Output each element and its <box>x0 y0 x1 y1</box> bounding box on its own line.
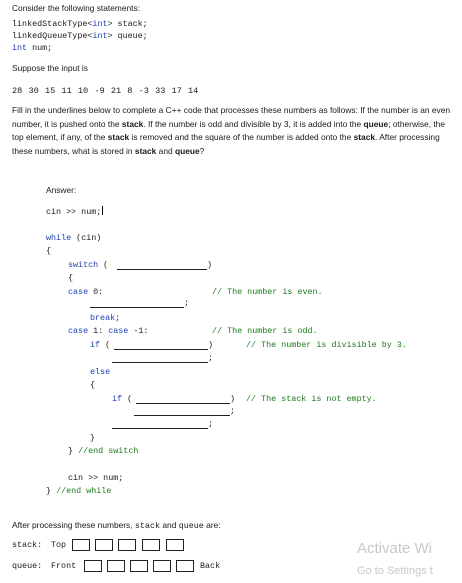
comment-div3: // The number is divisible by 3. <box>246 340 407 350</box>
para-bold: stack <box>353 132 376 143</box>
code-text: ( <box>98 260 109 270</box>
blank-pop-statement[interactable] <box>134 415 230 416</box>
code-if-not-empty <box>112 394 132 404</box>
code-keyword: case <box>108 326 129 336</box>
queue-slot-1[interactable] <box>84 560 102 572</box>
blank-not-empty-condition[interactable] <box>136 403 230 404</box>
code-text: ( <box>100 340 111 350</box>
code-text: 0: <box>88 287 104 297</box>
after-prefix: After processing these numbers, <box>12 520 135 530</box>
comment-end-while: //end while <box>56 486 112 496</box>
code-if-divisible <box>90 340 110 350</box>
comment-not-empty: // The stack is not empty. <box>246 394 377 404</box>
code-paren-close: ) <box>208 340 214 350</box>
code-text: 1: <box>88 326 109 336</box>
code-keyword: while <box>46 233 72 243</box>
stack-slot-3[interactable] <box>118 539 136 551</box>
answer-label: Answer: <box>46 185 77 195</box>
code-text: } <box>68 446 74 456</box>
instructions-paragraph <box>12 104 452 158</box>
code-semicolon: ; <box>230 406 236 416</box>
queue-back-label: Back <box>200 561 221 571</box>
code-switch-brace: { <box>68 273 74 283</box>
input-line: 28 30 15 11 10 -9 21 8 -3 33 17 14 <box>12 86 199 96</box>
suppose-text: Suppose the input is <box>12 63 88 73</box>
after-mid: and <box>160 520 179 530</box>
decl-suffix: > queue; <box>107 31 148 41</box>
code-keyword: break <box>90 313 116 323</box>
code-cin-second: cin >> num; <box>68 473 124 483</box>
code-semicolon: ; <box>208 353 214 363</box>
stack-row-label: stack: <box>12 540 43 550</box>
queue-slot-5[interactable] <box>176 560 194 572</box>
after-text <box>12 519 221 534</box>
blank-even-statement[interactable] <box>90 307 184 308</box>
code-keyword: if <box>112 394 123 404</box>
blank-queue-statement[interactable] <box>112 362 208 363</box>
para-bold: queue <box>174 145 200 156</box>
code-text: ; <box>115 313 121 323</box>
queue-slot-3[interactable] <box>130 560 148 572</box>
queue-front-label: Front <box>51 561 77 571</box>
text-cursor <box>102 206 103 215</box>
code-switch-close: ) <box>207 260 213 270</box>
code-keyword: switch <box>68 260 99 270</box>
code-cin-first[interactable] <box>46 206 103 217</box>
code-while <box>46 233 101 243</box>
comment-end-switch: //end switch <box>78 446 139 456</box>
para-text: . If the number is odd and divisible by 3, it is added into the <box>143 118 364 129</box>
decl-prefix: linkedStackType< <box>12 19 93 29</box>
code-case-0 <box>68 287 103 297</box>
stack-slot-1[interactable] <box>72 539 90 551</box>
stack-slot-4[interactable] <box>142 539 160 551</box>
code-text: ( <box>122 394 133 404</box>
blank-switch-expression[interactable] <box>117 269 207 270</box>
after-suffix: are: <box>203 520 221 530</box>
code-end-switch <box>68 446 138 456</box>
code-case-odd <box>68 326 148 336</box>
para-text: and <box>156 145 175 156</box>
blank-if-divisible-condition[interactable] <box>114 349 208 350</box>
code-semicolon: ; <box>184 298 190 308</box>
code-text: -1: <box>128 326 149 336</box>
code-else: else <box>90 367 111 377</box>
code-semicolon: ; <box>208 419 214 429</box>
queue-slot-2[interactable] <box>107 560 125 572</box>
activate-watermark-title: Activate Wi <box>357 540 433 557</box>
declaration-stack <box>12 19 148 29</box>
decl-keyword: int <box>92 19 108 29</box>
code-paren-close: ) <box>230 394 236 404</box>
code-text: cin >> num; <box>46 207 102 217</box>
para-text: Fill in the underlines below to complete a C++ code that processes these numbers as follows: If the number is an even number, it is pushed onto the <box>12 105 451 129</box>
code-break <box>90 313 120 323</box>
queue-row-label: queue: <box>12 561 43 571</box>
comment-even: // The number is even. <box>212 287 323 297</box>
comment-odd: // The number is odd. <box>212 326 318 336</box>
para-text: . After processing these numbers, what is stored in <box>12 132 440 156</box>
para-bold: queue <box>363 118 389 129</box>
stack-top-label: Top <box>51 540 67 550</box>
intro-text: Consider the following statements: <box>12 3 141 13</box>
decl-keyword: int <box>12 43 28 53</box>
decl-suffix: > stack; <box>107 19 148 29</box>
stack-slot-5[interactable] <box>166 539 184 551</box>
decl-suffix: num; <box>27 43 53 53</box>
declaration-num <box>12 43 52 53</box>
after-queue-word: queue <box>178 521 204 531</box>
para-bold: stack <box>107 132 130 143</box>
code-end-while <box>46 486 111 496</box>
para-text: ; otherwise, the top element, if any, of the <box>12 118 445 143</box>
code-switch <box>68 260 108 270</box>
code-keyword: if <box>90 340 101 350</box>
activate-watermark-subtitle: Go to Settings t <box>357 565 433 577</box>
para-text: ? <box>199 145 205 156</box>
declaration-queue <box>12 31 148 41</box>
code-else-close: } <box>90 433 96 443</box>
para-text: is removed and the square of the number is added onto the <box>129 132 354 143</box>
para-bold: stack <box>134 145 157 156</box>
queue-slot-4[interactable] <box>153 560 171 572</box>
para-bold: stack <box>121 118 144 129</box>
stack-slot-2[interactable] <box>95 539 113 551</box>
decl-prefix: linkedQueueType< <box>12 31 93 41</box>
code-open-brace: { <box>46 246 52 256</box>
decl-keyword: int <box>92 31 108 41</box>
code-keyword: case <box>68 326 89 336</box>
code-text: (cin) <box>71 233 102 243</box>
code-else-brace: { <box>90 380 96 390</box>
blank-push-square-statement[interactable] <box>112 428 208 429</box>
after-stack-word: stack <box>134 521 161 531</box>
code-keyword: case <box>68 287 89 297</box>
code-text: } <box>46 486 52 496</box>
